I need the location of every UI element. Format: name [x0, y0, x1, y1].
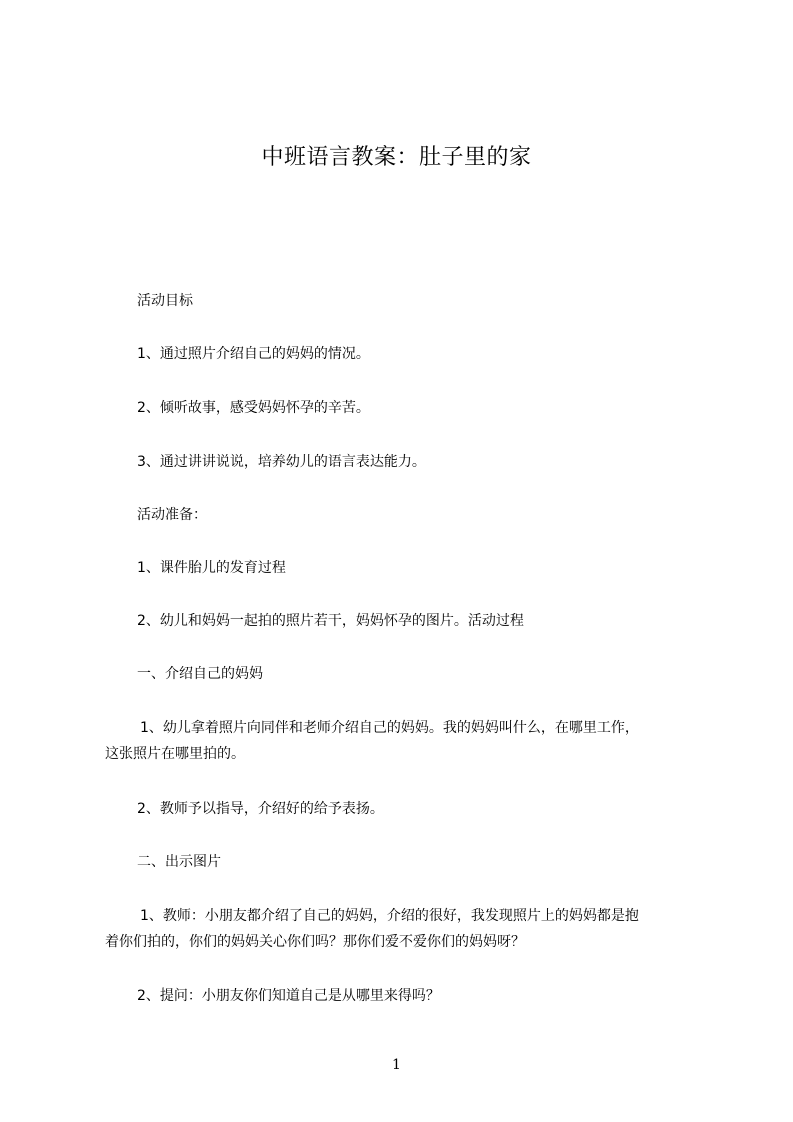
- section-heading-activity-goals: 活动目标: [137, 293, 193, 309]
- preparation-item-2: 2、幼儿和妈妈一起拍的照片若干，妈妈怀孕的图片。活动过程: [137, 613, 524, 629]
- goal-item-1: 1、通过照片介绍自己的妈妈的情况。: [137, 346, 370, 362]
- picture-step-1-line-2: 着你们拍的，你们的妈妈关心你们吗？那你们爱不爱你们的妈妈呀？: [105, 934, 525, 950]
- document-title: 中班语言教案：肚子里的家: [261, 145, 532, 170]
- picture-step-2: 2、提问：小朋友你们知道自己是从哪里来得吗？: [137, 988, 440, 1004]
- section-heading-show-pictures: 二、出示图片: [137, 854, 221, 870]
- goal-item-2: 2、倾听故事，感受妈妈怀孕的辛苦。: [137, 400, 370, 416]
- picture-step-1-line-1: 1、教师：小朋友都介绍了自己的妈妈，介绍的很好，我发现照片上的妈妈都是抱: [140, 908, 639, 924]
- page-number: 1: [392, 1057, 401, 1073]
- step-2: 2、教师予以指导，介绍好的给予表扬。: [137, 801, 384, 817]
- step-1-line-2: 这张照片在哪里拍的。: [105, 746, 245, 762]
- section-heading-introduce-mother: 一、介绍自己的妈妈: [137, 666, 263, 682]
- section-heading-activity-preparation: 活动准备：: [137, 507, 207, 523]
- preparation-item-1: 1、课件胎儿的发育过程: [137, 560, 286, 576]
- step-1-line-1: 1、幼儿拿着照片向同伴和老师介绍自己的妈妈。我的妈妈叫什么，在哪里工作，: [140, 720, 639, 736]
- goal-item-3: 3、通过讲讲说说，培养幼儿的语言表达能力。: [137, 454, 426, 470]
